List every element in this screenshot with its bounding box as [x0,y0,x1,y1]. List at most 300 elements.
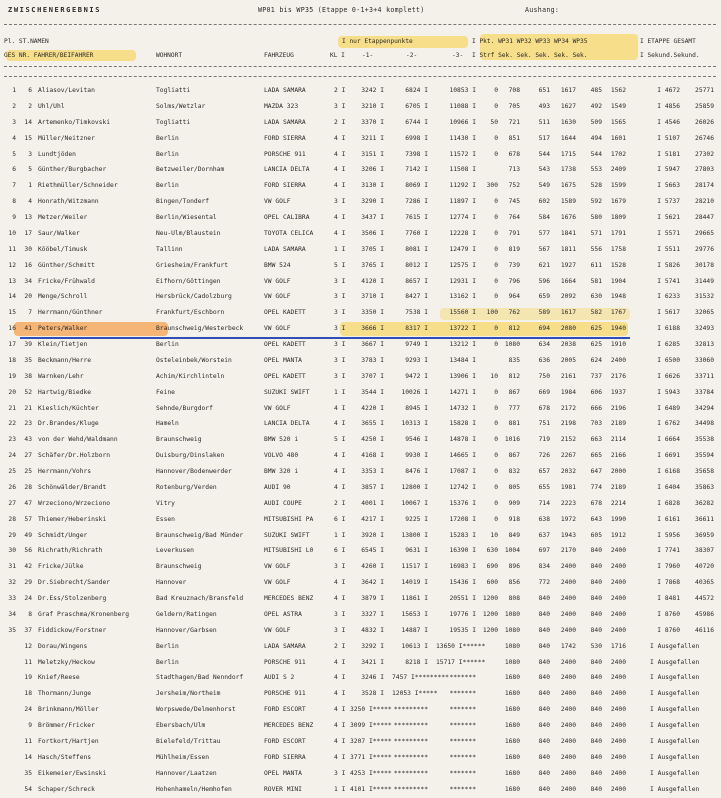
cell-w2: 697 [524,547,550,554]
cell-pl: 35 [4,627,16,634]
cell-ausgefallen: I Ausgefallen [650,706,718,713]
cell-car: BMW 320 i [264,468,332,475]
document-title: ZWISCHENERGEBNIS [8,6,101,14]
cell-e2: 8657 I [392,278,428,285]
cell-city: Jersheim/Northeim [156,690,260,697]
cell-w5: 2400 [604,563,626,570]
cell-w4: 678 [578,500,602,507]
cell-w5: 2400 [604,611,626,618]
cell-w1: 721 [500,119,520,126]
cell-car: VW GOLF [264,563,332,570]
header-kl: KL I [330,52,345,59]
cell-w1: 1680 [500,722,520,729]
cell-w1: 896 [500,563,520,570]
cell-car: BMW 524 [264,262,332,269]
cell-car: VW GOLF [264,405,332,412]
cell-pl: 6 [4,166,16,173]
cell-w3: 1841 [552,230,576,237]
cell-kl: 3 I [334,103,344,110]
cell-ge: I 7741 [652,547,680,554]
cell-kl: 3 I [334,627,344,634]
cell-pl: 27 [4,500,16,507]
cell-e3: 11292 I [436,182,476,189]
cell-city: Berlin [156,182,260,189]
cell-city: Tallinn [156,246,260,253]
cell-ge: I 5511 [652,246,680,253]
cell-gs: 44572 [684,595,714,602]
cell-gs: 40365 [684,579,714,586]
cell-gs: 45986 [684,611,714,618]
cell-w1: 851 [500,135,520,142]
cell-e1: 4253 I***** [350,770,384,777]
cell-kl: 3 I [334,357,344,364]
cell-w1: 1680 [500,786,520,793]
cell-kl: 4 I [334,595,344,602]
cell-crew: Artemenko/Timkovski [38,119,156,126]
cell-w1: 918 [500,516,520,523]
cell-ge: I 6828 [652,500,680,507]
cell-e1: 4168 I [350,452,384,459]
cell-ge: I 5181 [652,151,680,158]
cell-w3: 2400 [552,595,576,602]
cell-crew: Graf Praschma/Kronenberg [38,611,156,618]
cell-crew: Dr.Brandes/Kluge [38,420,156,427]
cell-w1: 739 [500,262,520,269]
cell-st: 0 [476,278,498,285]
cell-car: AUDI S 2 [264,674,332,681]
cell-kl: 4 I [334,674,344,681]
cell-ge: I 5943 [652,389,680,396]
cell-e1: 3242 I [350,87,384,94]
cell-city: Braunschweig/Bad Münder [156,532,260,539]
cell-e3: 10853 I [436,87,476,94]
cell-pl: 32 [4,579,16,586]
cell-e1: 3667 I [350,341,384,348]
cell-car: VW GOLF [264,278,332,285]
cell-crew: Fiddickow/Forstner [38,627,156,634]
cell-e2: 8081 I [392,246,428,253]
cell-pl: 34 [4,611,16,618]
header-wp-line1: I Pkt. WP31 WP32 WP33 WP34 WP35 [472,38,587,45]
header-divider-bottom [4,66,716,67]
cell-city: Braunschweig [156,436,260,443]
cell-w2: 840 [524,738,550,745]
cell-gs: 35538 [684,436,714,443]
cell-car: OPEL MANTA [264,770,332,777]
cell-ge: I 5107 [652,135,680,142]
cell-crew: Hasch/Steffens [38,754,156,761]
cell-pl: 13 [4,278,16,285]
cell-e1: 3771 I***** [350,754,384,761]
cell-w2: 621 [524,262,550,269]
cell-w1: 881 [500,420,520,427]
cell-crew: Günther/Schmitt [38,262,156,269]
cell-w2: 493 [524,103,550,110]
cell-st: 100 [476,309,498,316]
cell-w1: 1080 [500,611,520,618]
cell-crew: Müller/Neitzner [38,135,156,142]
cell-pl: 17 [4,341,16,348]
cell-ge: I 5621 [652,214,680,221]
cell-w5: 1937 [604,389,626,396]
cell-e2: 9293 I [392,357,428,364]
cell-w3: 2400 [552,674,576,681]
cell-crew: Warnken/Lehr [38,373,156,380]
cell-e2: 11517 I [392,563,428,570]
cell-city: Berlin [156,135,260,142]
cell-w4: 840 [578,627,602,634]
cell-e2: 7286 I [392,198,428,205]
cell-gs: 26026 [684,119,714,126]
cell-w5: 2214 [604,500,626,507]
cell-ge: I 5956 [652,532,680,539]
cell-e3: 14271 I [436,389,476,396]
cell-crew: Herrmann/Vohrs [38,468,156,475]
table-row [0,783,721,798]
cell-e2: 8012 I [392,262,428,269]
cell-e1: 3370 I [350,119,384,126]
cell-w5: 2400 [604,786,626,793]
table-row [0,370,721,386]
cell-e1: 3528 I [350,690,384,697]
cell-w1: 819 [500,246,520,253]
cell-city: Essen [156,516,260,523]
cell-kl: 4 I [334,230,344,237]
cell-w3: 1943 [552,532,576,539]
cell-pl: 2 [4,103,16,110]
cell-kl: 1 I [334,246,344,253]
cell-w4: 625 [578,341,602,348]
cell-kl: 3 I [334,611,344,618]
cell-ausgefallen: I Ausgefallen [650,659,718,666]
cell-ge: I 6285 [652,341,680,348]
cell-w2: 840 [524,627,550,634]
table-row [0,433,721,449]
cell-ge: I 6664 [652,436,680,443]
cell-st: 10 [476,532,498,539]
cell-city: Eifhorn/Göttingen [156,278,260,285]
table-row [0,687,721,703]
annotation-underline [20,337,630,339]
cell-car: OPEL KADETT [264,341,332,348]
cell-w2: 694 [524,325,550,332]
header-e2: -2- [406,52,417,59]
cell-nr: 21 [18,405,32,412]
cell-st: 0 [476,516,498,523]
cell-w4: 611 [578,262,602,269]
cell-w4: 625 [578,325,602,332]
cell-gs: 30178 [684,262,714,269]
document-subtitle: WP01 bis WP35 (Etappe 0-1+3+4 komplett) [258,6,425,14]
cell-kl: 3 I [334,563,344,570]
cell-e3: 11430 I [436,135,476,142]
aushang-label: Aushang: [525,6,559,14]
cell-e3: 13212 I [436,341,476,348]
cell-city: Bingen/Tonderf [156,198,260,205]
cell-e1: 4217 I [350,516,384,523]
header-divider-under [4,76,716,77]
cell-e3: 19776 I [436,611,476,618]
cell-city: Berlin [156,151,260,158]
cell-gs: 33784 [684,389,714,396]
cell-car: PORSCHE 911 [264,151,332,158]
cell-pl: 30 [4,547,16,554]
cell-crew: Hartwig/Biedke [38,389,156,396]
cell-gs: 36959 [684,532,714,539]
cell-w1: 1680 [500,690,520,697]
cell-nr: 25 [18,468,32,475]
cell-e3: 13722 I [436,325,476,332]
cell-crew: Günther/Burgbacher [38,166,156,173]
cell-w4: 840 [578,595,602,602]
cell-e1: 3211 I [350,135,384,142]
cell-nr: 35 [18,357,32,364]
cell-e1: 3920 I [350,532,384,539]
cell-pl: 18 [4,357,16,364]
cell-car: SUZUKI SWIFT [264,389,332,396]
header-e3: -3- [452,52,463,59]
cell-kl: 4 I [334,659,344,666]
cell-w3: 1589 [552,198,576,205]
header-wohnort: WOHNORT [156,52,182,59]
table-row [0,481,721,497]
header-fahrzeug: FAHRZEUG [264,52,294,59]
cell-w2: 634 [524,341,550,348]
cell-w5: 1940 [604,325,626,332]
cell-w4: 528 [578,182,602,189]
cell-e1: 3437 I [350,214,384,221]
cell-city: Sehnde/Burgdorf [156,405,260,412]
cell-e1: 4220 I [350,405,384,412]
cell-w5: 2400 [604,738,626,745]
cell-gs: 33711 [684,373,714,380]
cell-city: Leverkusen [156,547,260,554]
cell-w2: 714 [524,500,550,507]
cell-crew: Schaper/Schreck [38,786,156,793]
cell-kl: 4 I [334,420,344,427]
cell-pl: 10 [4,230,16,237]
cell-e2: 8069 I [392,182,428,189]
cell-w2: 589 [524,309,550,316]
cell-car: TOYOTA CELICA [264,230,332,237]
cell-car: OPEL MANTA [264,357,332,364]
cell-kl: 6 I [334,516,344,523]
cell-e3: 12479 I [436,246,476,253]
cell-e2: 6824 I [392,87,428,94]
cell-w3: 2400 [552,738,576,745]
cell-w2: 750 [524,373,550,380]
cell-city: Griesheim/Frankfurt [156,262,260,269]
cell-w2: 840 [524,754,550,761]
header-etappenpunkte: I nur Etappenpunkte [342,38,413,45]
cell-ge: I 4856 [652,103,680,110]
cell-e2: 12800 I [392,484,428,491]
cell-city: Ebersbach/Ulm [156,722,260,729]
cell-w2: 511 [524,119,550,126]
cell-w4: 647 [578,468,602,475]
table-row [0,767,721,783]
cell-car: VW GOLF [264,627,332,634]
cell-w5: 1562 [604,87,626,94]
cell-kl: 4 I [334,468,344,475]
cell-city: Duisburg/Dinslaken [156,452,260,459]
cell-crew: Kööbel/Timusk [38,246,156,253]
cell-w2: 834 [524,563,550,570]
cell-e3: ******* [436,722,476,729]
cell-w4: 606 [578,389,602,396]
cell-nr: 7 [18,309,32,316]
cell-kl: 4 I [334,690,344,697]
cell-w5: 2166 [604,452,626,459]
cell-nr: 15 [18,135,32,142]
cell-w1: 1680 [500,754,520,761]
cell-nr: 47 [18,500,32,507]
cell-car: OPEL ASTRA [264,611,332,618]
cell-w1: 1680 [500,770,520,777]
cell-w5: 2400 [604,595,626,602]
table-row [0,386,721,402]
cell-w1: 909 [500,500,520,507]
cell-w2: 543 [524,166,550,173]
cell-e3: 14732 I [436,405,476,412]
table-row [0,592,721,608]
cell-city: Hannover [156,579,260,586]
cell-nr: 42 [18,563,32,570]
cell-w3: 2170 [552,547,576,554]
cell-e3: 15828 I [436,420,476,427]
cell-w3: 2152 [552,436,576,443]
table-row [0,465,721,481]
cell-w4: 509 [578,119,602,126]
cell-ge: I 6161 [652,516,680,523]
cell-e1: 3544 I [350,389,384,396]
cell-w4: 840 [578,690,602,697]
cell-city: Hersbrück/Cadolzburg [156,293,260,300]
cell-e1: 3655 I [350,420,384,427]
cell-e2: 10613 I [392,643,428,650]
cell-kl: 4 I [334,706,344,713]
cell-w5: 1912 [604,532,626,539]
cell-w1: 964 [500,293,520,300]
cell-nr: 4 [18,198,32,205]
cell-w1: 849 [500,532,520,539]
cell-e2: 6705 I [392,103,428,110]
cell-kl: 5 I [334,262,344,269]
cell-w1: 713 [500,166,520,173]
cell-st: 0 [476,87,498,94]
cell-w4: 840 [578,738,602,745]
cell-ausgefallen: I Ausgefallen [650,786,718,793]
cell-city: Hannover/Laatzen [156,770,260,777]
cell-kl: 3 I [334,278,344,285]
cell-car: OPEL KADETT [264,373,332,380]
cell-gs: 31449 [684,278,714,285]
cell-e3: 12228 I [436,230,476,237]
cell-kl: 3 I [334,373,344,380]
cell-e3: 13484 I [436,357,476,364]
cell-gs: 28174 [684,182,714,189]
cell-city: Neu-Ulm/Blaustein [156,230,260,237]
cell-gs: 27803 [684,166,714,173]
cell-kl: 2 I [334,119,344,126]
cell-w4: 494 [578,135,602,142]
cell-nr: 24 [18,595,32,602]
cell-nr: 30 [18,246,32,253]
table-row [0,243,721,259]
cell-car: AUDI COUPE [264,500,332,507]
cell-e1: 3353 I [350,468,384,475]
cell-gs: 34294 [684,405,714,412]
cell-kl: 4 I [334,151,344,158]
cell-w5: 1716 [604,643,626,650]
cell-car: PORSCHE 911 [264,690,332,697]
cell-city: Berlin/Wiesental [156,214,260,221]
cell-car: PORSCHE 911 [264,659,332,666]
header-pl-names: Pl. ST.NAMEN [4,38,49,45]
cell-w3: 2400 [552,690,576,697]
header-wp-line2: I Strf Sek. Sek. Sek. Sek. Sek. [472,52,587,59]
cell-kl: 4 I [334,484,344,491]
cell-w3: 2400 [552,754,576,761]
cell-w4: 605 [578,532,602,539]
cell-city: Hannover/Garbsen [156,627,260,634]
cell-e1: 3705 I [350,246,384,253]
cell-w4: 492 [578,103,602,110]
cell-gs: 25771 [684,87,714,94]
cell-w4: 581 [578,278,602,285]
table-row [0,751,721,767]
cell-crew: Thiemer/Heberinski [38,516,156,523]
cell-w2: 517 [524,135,550,142]
cell-gs: 32065 [684,309,714,316]
cell-nr: 49 [18,532,32,539]
cell-w4: 840 [578,563,602,570]
cell-e2: 9225 I [392,516,428,523]
cell-e1: 3857 I [350,484,384,491]
cell-nr: 11 [18,738,32,745]
cell-e2: 8317 I [392,325,428,332]
cell-nr: 18 [18,690,32,697]
table-row [0,576,721,592]
cell-car: FORD ESCORT [264,738,332,745]
cell-w1: 764 [500,214,520,221]
cell-w3: 2032 [552,468,576,475]
cell-e2: 15653 I [392,611,428,618]
cell-w1: 791 [500,230,520,237]
cell-car: VOLVO 480 [264,452,332,459]
cell-nr: 57 [18,516,32,523]
cell-e3: 13650 I****** [436,643,476,650]
cell-ge: I 6762 [652,420,680,427]
cell-w4: 840 [578,659,602,666]
cell-st: 0 [476,436,498,443]
table-row [0,259,721,275]
cell-crew: Eikemeier/Ewsinski [38,770,156,777]
cell-e2: ********* [392,754,428,761]
cell-city: Vitry [156,500,260,507]
cell-nr: 2 [18,103,32,110]
cell-st: 0 [476,484,498,491]
cell-w3: 2400 [552,659,576,666]
cell-w5: 1758 [604,246,626,253]
cell-w1: 1016 [500,436,520,443]
cell-w4: 840 [578,754,602,761]
cell-st: 1200 [476,595,498,602]
table-row [0,560,721,576]
header-e1: -1- [362,52,373,59]
cell-e2: 11861 I [392,595,428,602]
cell-gs: 28447 [684,214,714,221]
